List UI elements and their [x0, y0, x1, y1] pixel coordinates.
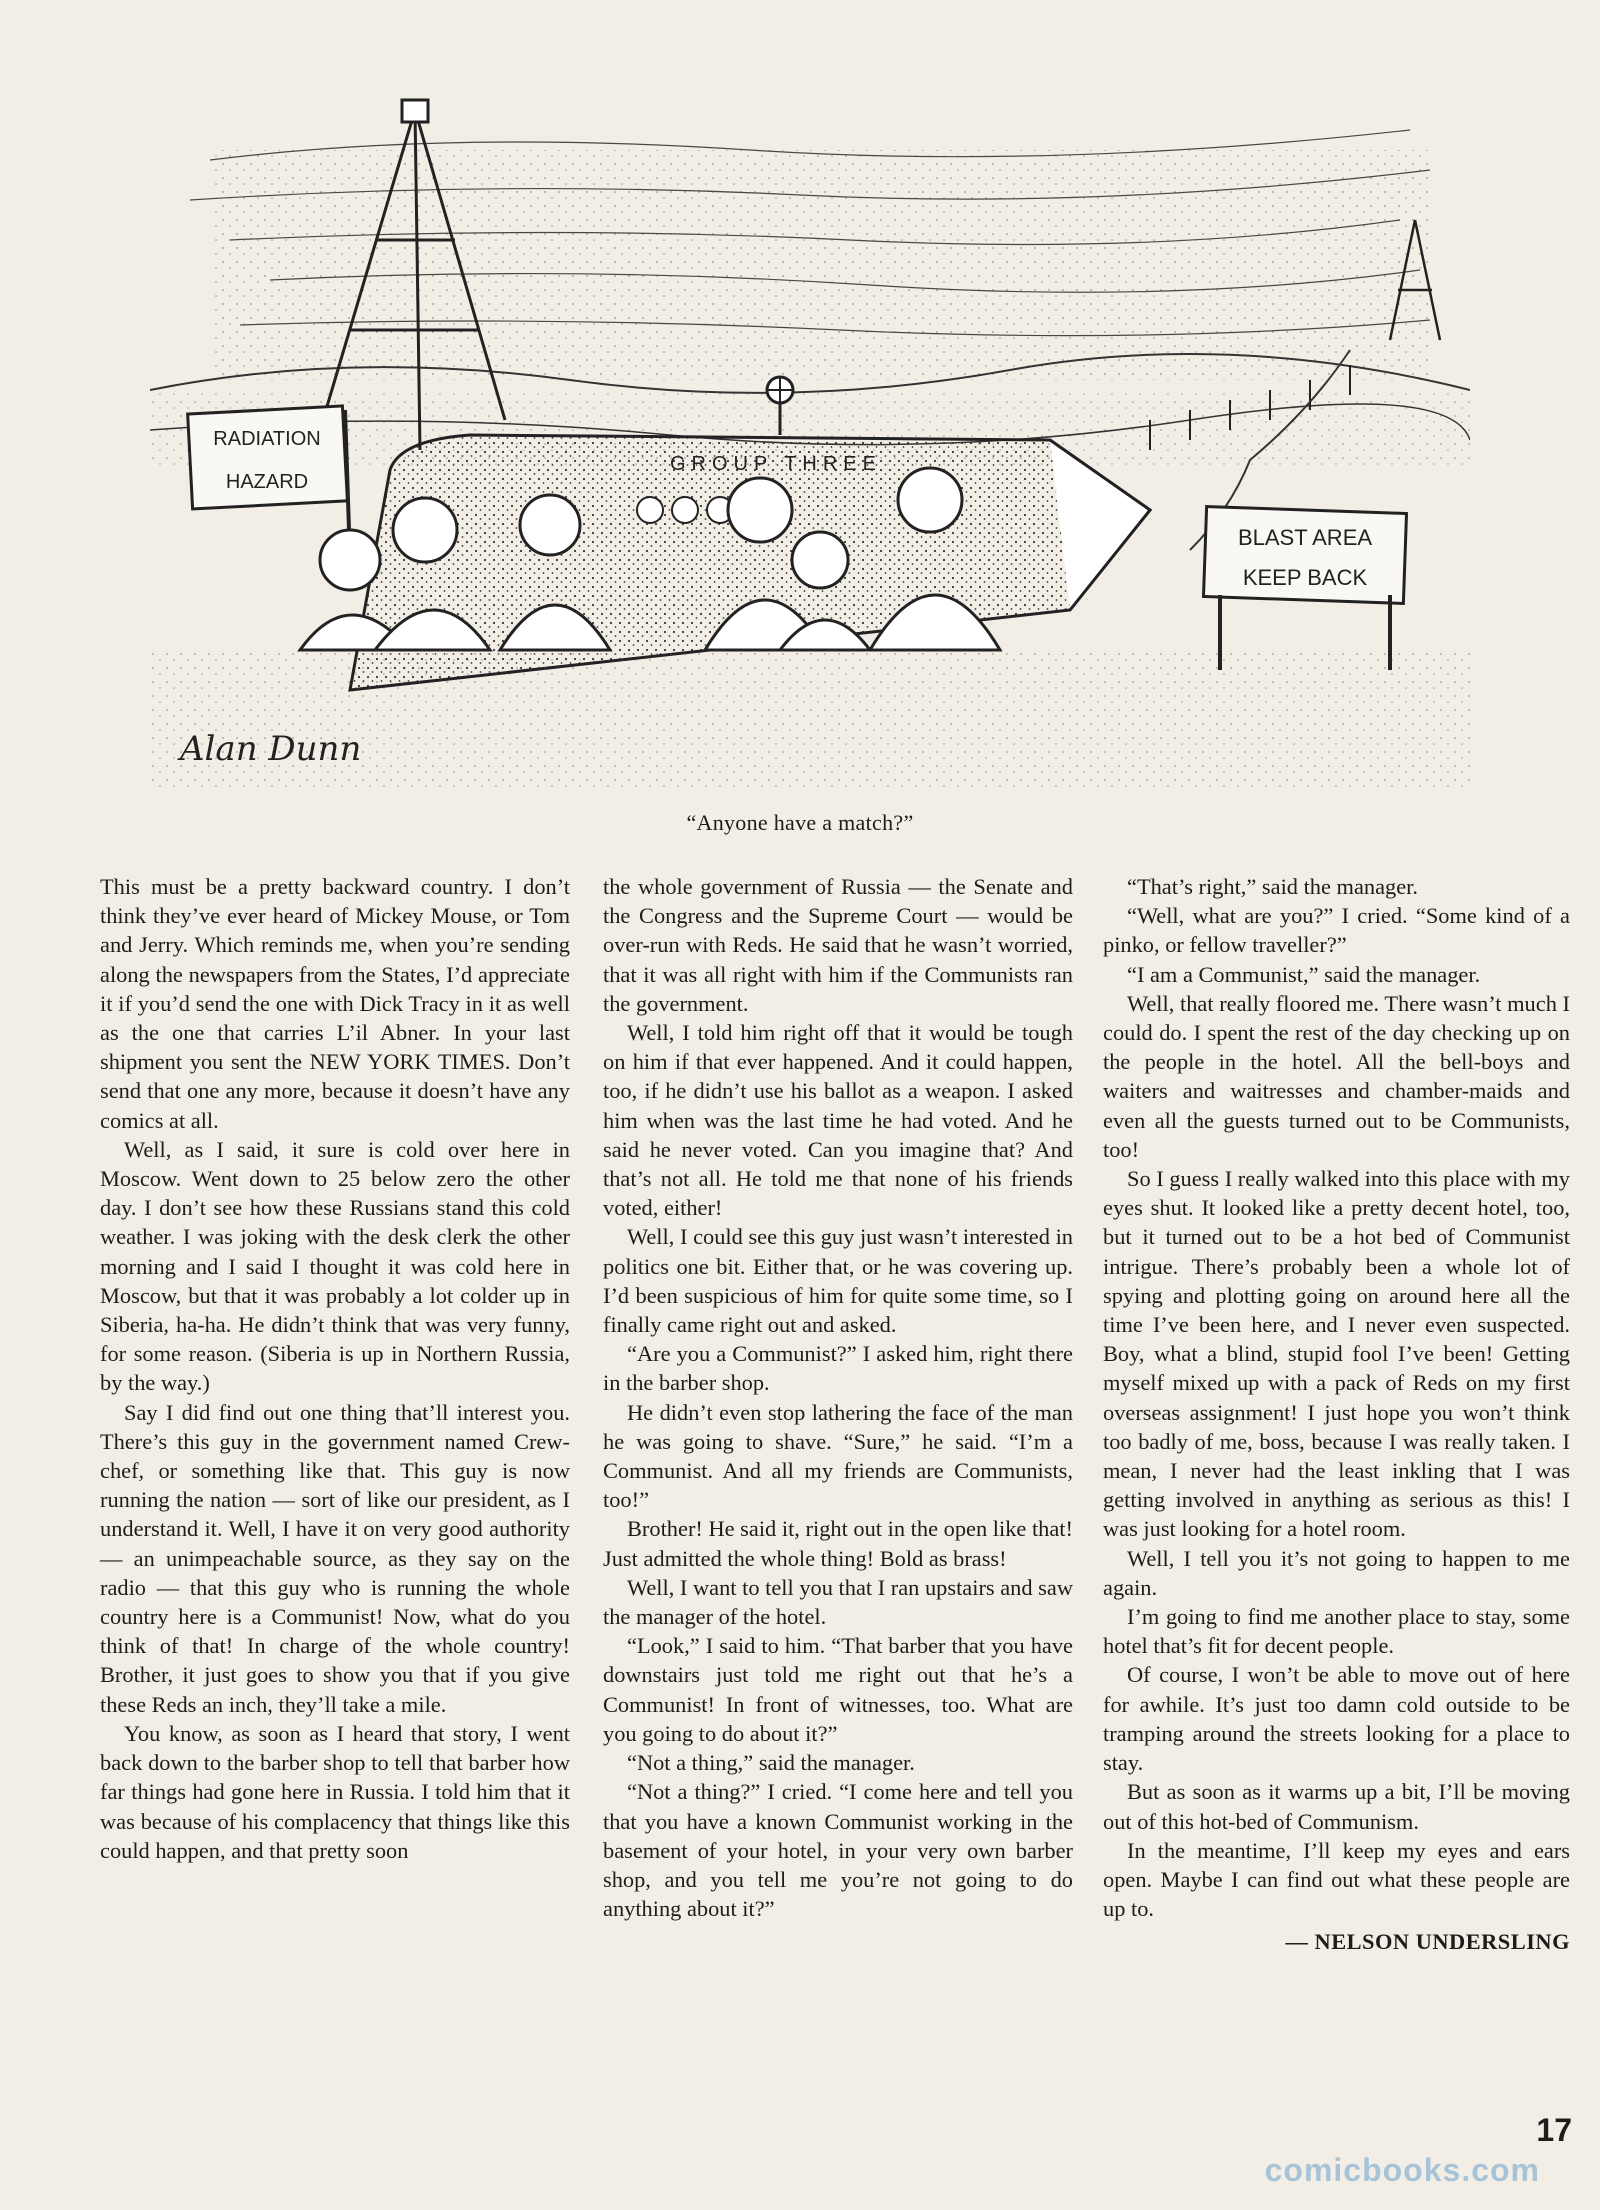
paragraph: Well, I tell you it’s not going to happen to me again. — [1103, 1545, 1570, 1600]
cartoon-caption: “Anyone have a match?” — [686, 810, 914, 835]
artist-signature: Alan Dunn — [180, 729, 362, 769]
paragraph: I’m going to find me another place to stay, some hotel that’s fit for decent people. — [1103, 1604, 1570, 1659]
paragraph: So I guess I really walked into this place with my eyes shut. It looked like a pretty decent hotel, too, but it turned out to be a hot bed of Communist intrigue. There’s probably been a whole lot of spying and plotting going on around here all the time I’ve been here, and I never even suspected. Boy, what a blind, stupid fool I’ve been! Getting myself mixed up with a pack of Reds on my first overseas assignment! I just hope you won’t think too badly of me, boss, because I was really taken. I mean, I never had the least inkling that I was getting involved in anything as serious as this! I was just looking for a hotel room. — [1103, 1166, 1570, 1542]
cartoon-drawing — [150, 90, 1470, 810]
paragraph: Brother! He said it, right out in the open like that! Just admitted the whole thing! Bold as brass! — [603, 1516, 1073, 1571]
radiation-sign-line2: HAZARD — [225, 471, 309, 493]
paragraph: Well, I want to tell you that I ran upstairs and saw the manager of the hotel. — [603, 1574, 1073, 1630]
blast-area-sign — [1203, 507, 1406, 670]
paragraph: “Are you a Communist?” I asked him, right there in the barber shop. — [603, 1341, 1073, 1396]
paragraph: This must be a pretty backward country. I don’t think they’ve ever heard of Mickey Mouse, or Tom and Jerry. Which reminds me, when you’re sending along the newspapers from the States, I’d appreciate it if you’d send the one with Dick Tracy in it as well as the one that carries L’il Abner. In your last shipment you sent the NEW YORK TIMES. Don’t send that one any more, because it doesn’t have any comics at all. — [100, 874, 570, 1133]
paragraph: Say I did find out one thing that’ll interest you. There’s this guy in the government named Crew-chef, or something like that. This guy is now running the nation — sort of like our president, as I understand it. Well, I have it on very good authority — an unimpeachable source, as they say on the radio — that this guy who is running the whole country here is a Communist! Now, what do you think of that! In charge of the whole country! Brother, it just goes to show you that if you give these Reds an inch, they’ll take a mile. — [100, 1399, 570, 1717]
paragraph: You know, as soon as I heard that story, I went back down to the barber shop to tell that barber how far things had gone here in Russia. I told him that it was because of his complacency that things like this could happen, and that pretty soon — [100, 1720, 570, 1863]
article-column-3 — [1103, 872, 1570, 1957]
author-byline: — NELSON UNDERSLING — [1285, 1929, 1570, 1955]
paragraph: Well, I could see this guy just wasn’t interested in politics one bit. Either that, or he was covering up. I’d been suspicious of him for quite some time, so I finally came right out and asked. — [603, 1224, 1073, 1338]
article-column-2 — [603, 872, 1073, 1923]
cartoon-illustration — [150, 90, 1470, 810]
paragraph: “That’s right,” said the manager. — [1127, 874, 1418, 899]
paragraph: But as soon as it warms up a bit, I’ll be moving out of this hot-bed of Communism. — [1103, 1779, 1570, 1834]
paragraph: Well, as I said, it sure is cold over here in Moscow. Went down to 25 below zero the other day. I don’t see how these Russians stand this cold weather. I was joking with the desk clerk the other morning and I said I thought it was cold here in Moscow, but that it was probably a lot colder up in Siberia, ha-ha. He didn’t think that was very funny, for some reason. (Siberia is up in Northern Russia, by the way.) — [100, 1136, 570, 1396]
site-watermark: comicbooks.com — [1264, 2152, 1540, 2188]
radiation-hazard-sign — [188, 406, 350, 560]
blast-sign-line2: KEEP BACK — [1242, 565, 1368, 590]
paragraph: Well, that really floored me. There wasn’t much I could do. I spent the rest of the day checking up on the people in the hotel. All the bell-boys and waiters and waitresses and chamber-maids and even all the guests turned out to be Communists, too! — [1103, 990, 1570, 1162]
paragraph: “Well, what are you?” I cried. “Some kind of a pinko, or fellow traveller?” — [1103, 903, 1570, 958]
paragraph: “Not a thing,” said the manager. — [627, 1750, 915, 1776]
paragraph: He didn’t even stop lathering the face of the man he was going to shave. “Sure,” he said. “I’m a Communist. And all my friends are Communists, too!” — [603, 1399, 1073, 1513]
paragraph: the whole government of Russia — the Senate and the Congress and the Supreme Court — would be over-run with Reds. He said that he wasn’t worried, that it was all right with him if the Communists ran the government. — [603, 874, 1073, 1016]
paragraph: Well, I told him right off that it would be tough on him if that ever happened. And it could happen, too, if he didn’t use his ballot as a weapon. I asked him when was the last time he had voted. And he said he never voted. Can you imagine that? And that’s not all. He told me that none of his friends voted, either! — [603, 1020, 1073, 1221]
paragraph: “I am a Communist,” said the manager. — [1127, 961, 1481, 987]
blast-sign-line1: BLAST AREA — [1237, 525, 1373, 550]
article-column-1 — [100, 872, 570, 1865]
article-body — [0, 872, 1600, 2122]
radiation-sign-line1: RADIATION — [213, 428, 321, 450]
vehicle-label: GROUP THREE — [670, 453, 882, 475]
paragraph: “Not a thing?” I cried. “I come here and tell you that you have a known Communist working in the basement of your hotel, in your very own barber shop, and you tell me you’re not going to do anything about it?” — [603, 1779, 1073, 1922]
paragraph: Of course, I won’t be able to move out of here for awhile. It’s just too damn cold outside to be tramping around the streets looking for a place to stay. — [1103, 1662, 1570, 1776]
page-number: 17 — [1536, 2112, 1572, 2148]
paragraph: In the meantime, I’ll keep my eyes and ears open. Maybe I can find out what these people are up to. — [1103, 1837, 1570, 1922]
paragraph: “Look,” I said to him. “That barber that you have downstairs just told me right out that he’s a Communist! In front of witnesses, too. What are you going to do about it?” — [603, 1633, 1073, 1746]
